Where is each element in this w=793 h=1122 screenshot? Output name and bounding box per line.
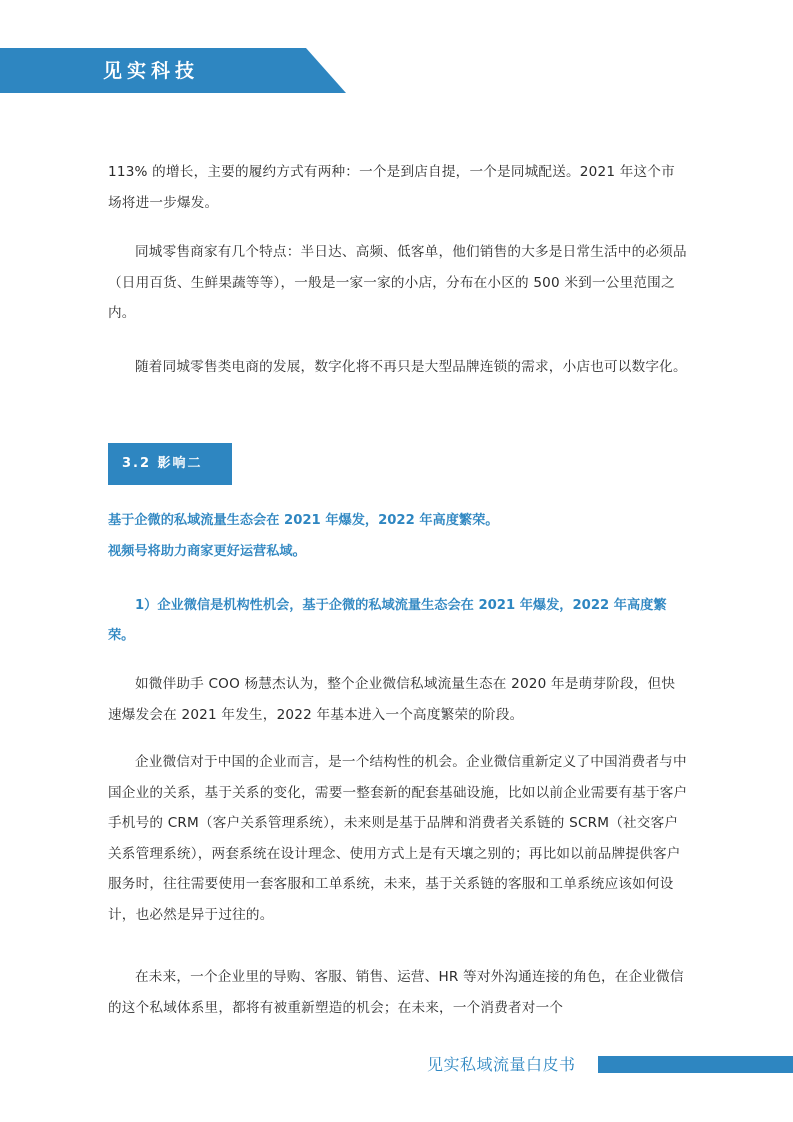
section-tag [108, 443, 232, 485]
section-tag-label: 3.2 影响二 [122, 456, 203, 471]
subheading: 1）企业微信是机构性机会，基于企微的私域流量生态会在 2021 年爆发，2022 年高度繁荣。 [108, 598, 667, 643]
highlight-line-2: 视频号将助力商家更好运营私域。 [108, 544, 306, 559]
highlight-line-1: 基于企微的私域流量生态会在 2021 年爆发，2022 年高度繁荣。 [108, 513, 499, 528]
paragraph-digitalization: 随着同城零售类电商的发展，数字化将不再只是大型品牌连锁的需求，小店也可以数字化。 [135, 359, 687, 375]
paragraph-coo-view: 如微伴助手 COO 杨慧杰认为，整个企业微信私域流量生态在 2020 年是萌芽阶段，但快速爆发会在 2021 年发生，2022 年基本进入一个高度繁荣的阶段。 [108, 676, 676, 723]
footer-title: 见实私域流量白皮书 [427, 1055, 576, 1074]
footer-bar [598, 1056, 793, 1073]
header-title: 见实科技 [103, 60, 200, 82]
paragraph-structural-opportunity: 企业微信对于中国的企业而言，是一个结构性的机会。企业微信重新定义了中国消费者与中国企业的关系，基于关系的变化，需要一整套新的配套基础设施，比如以前企业需要有基于客户手机号的 CRM（客户关系管理系统），未来则是基于品牌和消费者关系链的 SCRM（社交客户关系管理系统），两套系统在设计理念、使用方式上是有天壤之别的；再比如以前品牌提供客户服务时，往往需要使用一套客服和工单系统，未来，基于关系链的客服和工单系统应该如何设计，也必然是异于过往的。 [108, 754, 688, 923]
paragraph-merchant-traits: 同城零售商家有几个特点：半日达、高频、低客单，他们销售的大多是日常生活中的必须品（日用百货、生鲜果蔬等等），一般是一家一家的小店，分布在小区的 500 米到一公里范围之内。 [108, 244, 687, 321]
paragraph-growth: 113% 的增长，主要的履约方式有两种：一个是到店自提，一个是同城配送。2021 年这个市场将进一步爆发。 [108, 164, 675, 211]
paragraph-future-roles: 在未来，一个企业里的导购、客服、销售、运营、HR 等对外沟通连接的角色，在企业微信的这个私域体系里，都将有被重新塑造的机会；在未来，一个消费者对一个 [108, 969, 684, 1016]
